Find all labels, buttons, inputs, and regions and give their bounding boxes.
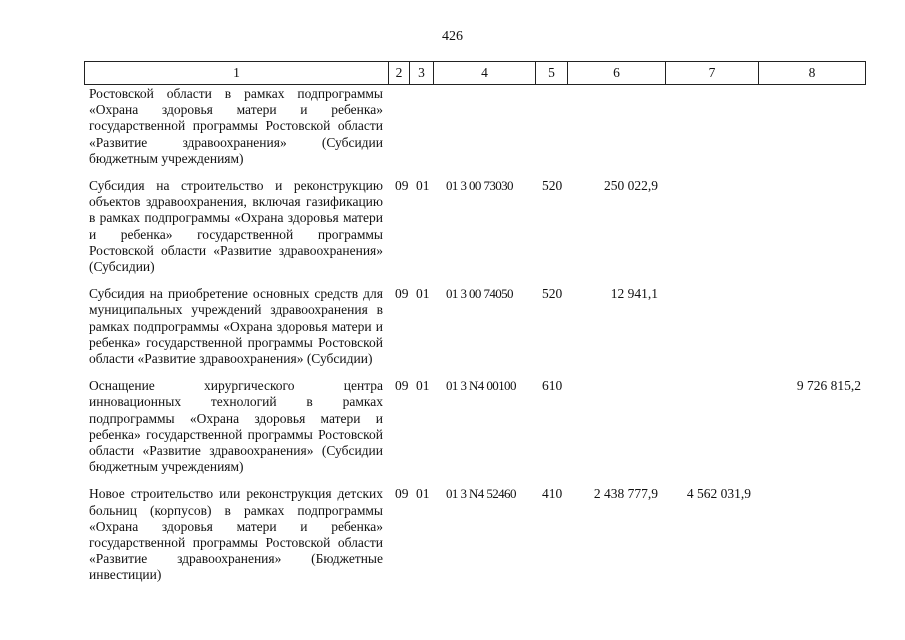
column-header-5: 5 (536, 61, 568, 85)
subsection-code: 01 (416, 486, 430, 502)
column-header-4: 4 (434, 61, 536, 85)
page-number: 426 (442, 29, 463, 44)
target-article-code: 01 3 00 74050 (446, 286, 513, 302)
expense-type-code (536, 85, 568, 174)
column-header-1: 1 (84, 61, 389, 85)
row-description: Новое строительство или реконструкция детских больниц (корпусов) в рамках подпрограммы «Охрана здоровья матери и ребенка» государственной программы Ростовской области «Развитие здравоохранения» (Бюджетные инвестиции) (89, 486, 383, 583)
amount-col-8 (759, 174, 866, 282)
amount-col-7 (666, 374, 759, 482)
target-article-code: 01 3 N4 00100 (446, 378, 516, 394)
column-header-7: 7 (666, 61, 759, 85)
subsection-code: 01 (416, 286, 430, 302)
amount-col-8 (759, 482, 866, 590)
amount-col-7 (666, 174, 759, 282)
column-header-8: 8 (759, 61, 866, 85)
subsection-code: 01 (416, 178, 430, 194)
row-description: Оснащение хирургического центра инновационных технологий в рамках подпрограммы «Охрана здоровья матери и ребенка» государственной программы Ростовской области «Развитие здравоохранения» (Субсидии бюджетным учреждениям) (89, 378, 383, 475)
target-article-code: 01 3 00 73030 (446, 178, 513, 194)
target-article-code: 01 3 N4 52460 (446, 486, 516, 502)
row-description: Субсидия на строительство и реконструкцию объектов здравоохранения, включая газификацию в рамках подпрограммы «Охрана здоровья матери и ребенка» государственной программы Ростовской области «Развитие здравоохранения» (Субсидии) (89, 178, 383, 275)
row-description: Ростовской области в рамках подпрограммы «Охрана здоровья матери и ребенка» государственной программы Ростовской области «Развитие здравоохранения» (Субсидии бюджетным учреждениям) (89, 86, 383, 166)
expense-type-code: 520 (542, 178, 563, 194)
column-header-3: 3 (410, 61, 434, 85)
amount-col-6: 2 438 777,9 (593, 486, 658, 502)
section-code: 09 (395, 286, 409, 302)
expense-type-code: 520 (542, 286, 563, 302)
expense-type-code: 410 (542, 486, 563, 502)
amount-col-6 (568, 374, 666, 482)
subsection-code: 01 (416, 378, 430, 394)
column-header-2: 2 (389, 61, 410, 85)
amount-col-8 (759, 282, 866, 374)
amount-col-7 (666, 85, 759, 174)
amount-col-8: 9 726 815,2 (796, 378, 861, 394)
amount-col-6 (568, 85, 666, 174)
section-code (389, 85, 410, 174)
amount-col-7 (666, 282, 759, 374)
amount-col-8 (759, 85, 866, 174)
subsection-code (410, 85, 434, 174)
amount-col-6: 12 941,1 (610, 286, 658, 302)
expense-type-code: 610 (542, 378, 563, 394)
budget-table (84, 61, 866, 591)
section-code: 09 (395, 378, 409, 394)
column-header-6: 6 (568, 61, 666, 85)
amount-col-7: 4 562 031,9 (686, 486, 751, 502)
amount-col-6: 250 022,9 (604, 178, 658, 194)
section-code: 09 (395, 486, 409, 502)
row-description: Субсидия на приобретение основных средств для муниципальных учреждений здравоохранения в рамках подпрограммы «Охрана здоровья матери и ребенка» государственной программы Ростовской области «Развитие здравоохранения» (Субсидии) (89, 286, 383, 367)
target-article-code (434, 85, 536, 174)
section-code: 09 (395, 178, 409, 194)
